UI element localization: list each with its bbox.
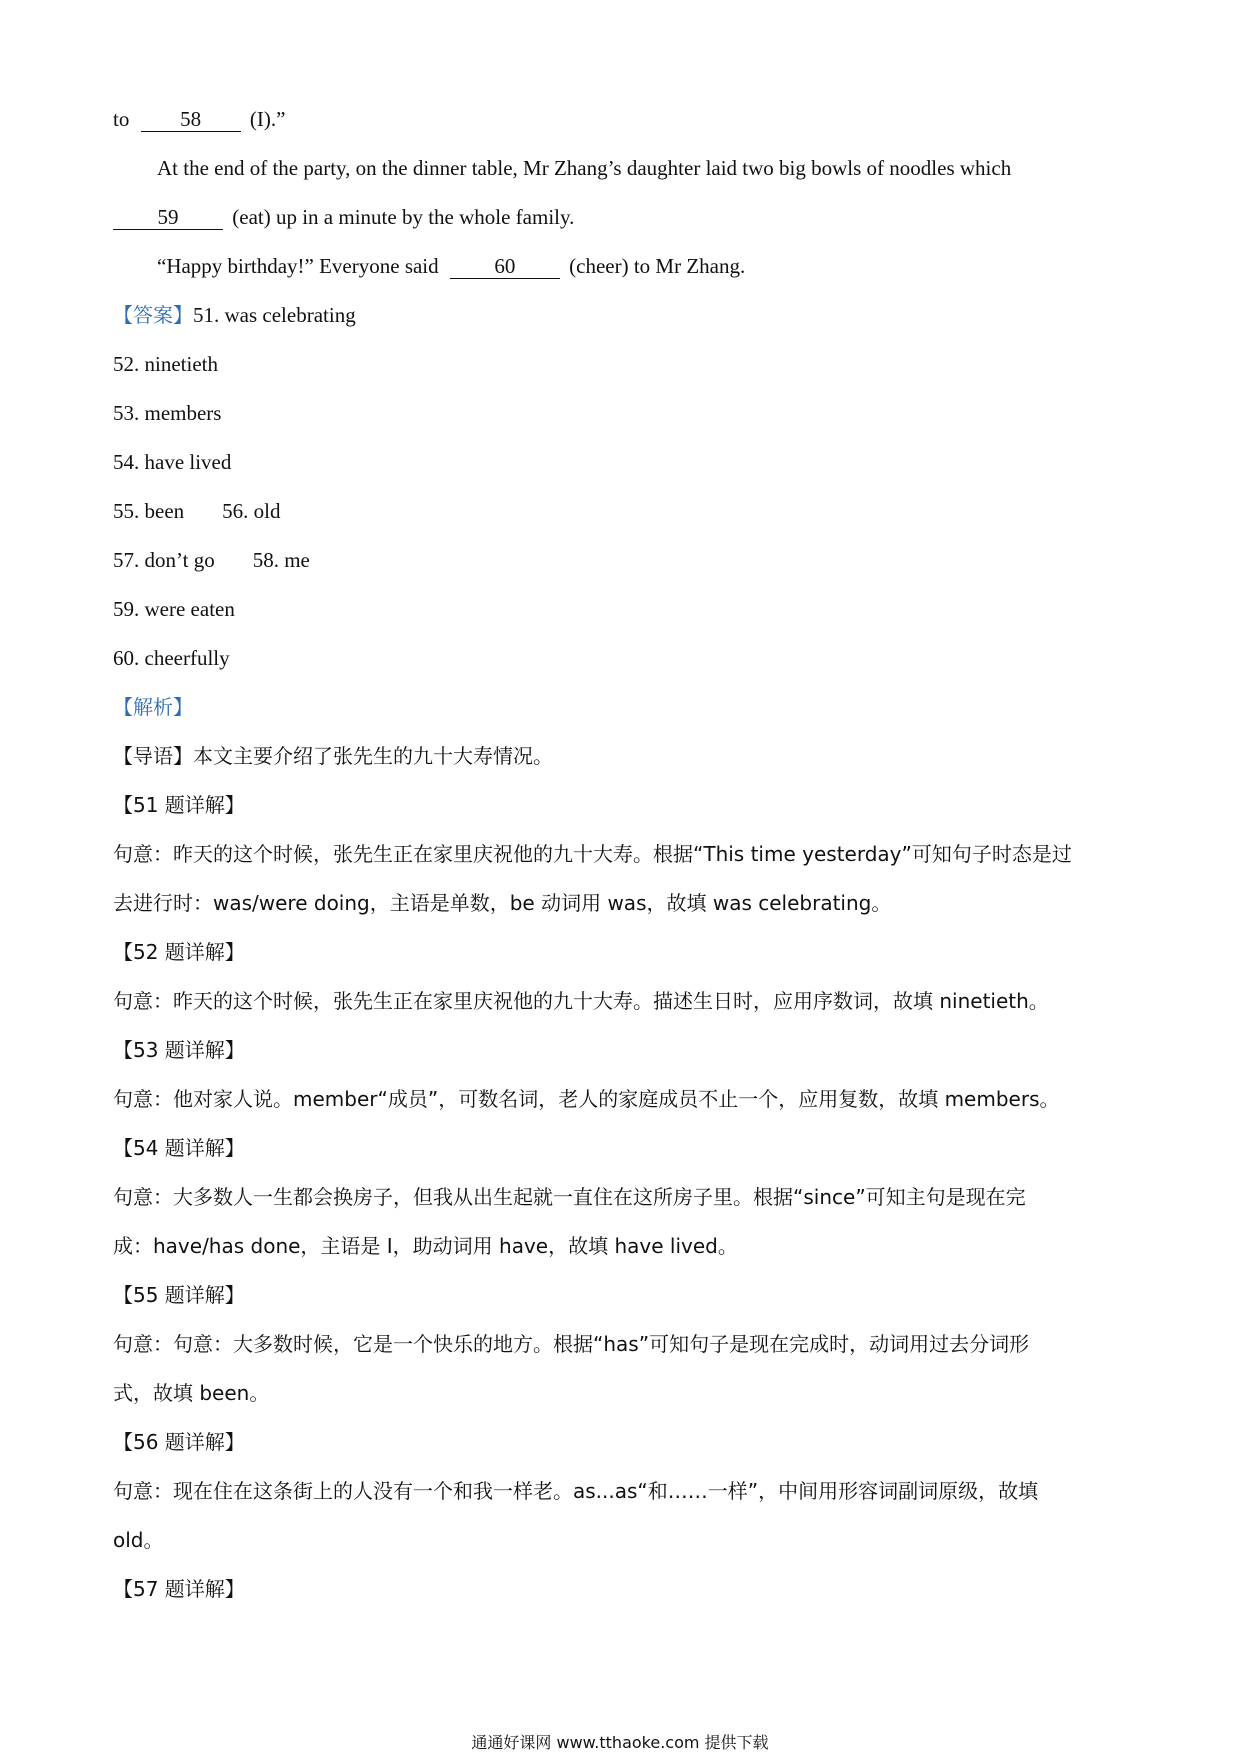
q54-explanation: 句意：大多数人一生都会换房子，但我从出生起就一直住在这所房子里。根据“since”可知主句是现在完 — [113, 1185, 1026, 1209]
q56-explanation: 句意：现在住在这条街上的人没有一个和我一样老。as...as“和……一样”，中间用形容词副词原级，故填 — [113, 1479, 1039, 1503]
answer-57: 57. don’t go — [113, 548, 215, 572]
blank-59: 59 — [113, 205, 223, 230]
answer-53: 53. members — [113, 401, 222, 425]
answer-52: 52. ninetieth — [113, 352, 218, 376]
analysis-intro: 【导语】本文主要介绍了张先生的九十大寿情况。 — [113, 744, 553, 768]
passage-text: (I).” — [249, 107, 286, 131]
q55-explanation: 式，故填 been。 — [113, 1381, 270, 1405]
q51-explanation: 去进行时：was/were doing，主语是单数，be 动词用 was，故填 was celebrating。 — [113, 891, 892, 915]
blank-60: 60 — [450, 254, 560, 279]
answer-tag: 【答案】 — [113, 303, 193, 327]
q51-explanation: 句意：昨天的这个时候，张先生正在家里庆祝他的九十大寿。根据“This time yesterday”可知句子时态是过 — [113, 842, 1072, 866]
answer-54: 54. have lived — [113, 450, 232, 474]
page-footer: 通通好课网 www.tthaoke.com 提供下载 — [471, 1733, 769, 1752]
answer-56: 56. old — [222, 499, 281, 523]
answer-55-56 — [113, 496, 281, 526]
answer-55: 55. been — [113, 499, 185, 523]
q52-explanation: 句意：昨天的这个时候，张先生正在家里庆祝他的九十大寿。描述生日时，应用序数词，故填 ninetieth。 — [113, 989, 1049, 1013]
answer-59: 59. were eaten — [113, 597, 235, 621]
q56-explanation: old。 — [113, 1528, 164, 1552]
q53-heading: 【53 题详解】 — [113, 1038, 245, 1062]
passage-line-58 — [113, 104, 285, 134]
blank-58: 58 — [141, 107, 241, 132]
q55-explanation: 句意：句意：大多数时候，它是一个快乐的地方。根据“has”可知句子是现在完成时，动词用过去分词形 — [113, 1332, 1030, 1356]
passage-text: (eat) up in a minute by the whole family. — [232, 205, 575, 229]
q56-heading: 【56 题详解】 — [113, 1430, 245, 1454]
passage-line-59 — [113, 202, 574, 232]
q53-explanation: 句意：他对家人说。member“成员”，可数名词，老人的家庭成员不止一个，应用复数，故填 members。 — [113, 1087, 1060, 1111]
q55-heading: 【55 题详解】 — [113, 1283, 245, 1307]
answer-60: 60. cheerfully — [113, 646, 230, 670]
passage-line: At the end of the party, on the dinner table, Mr Zhang’s daughter laid two big bowls of noodles which — [157, 156, 1012, 180]
answer-57-58 — [113, 545, 310, 575]
q57-heading: 【57 题详解】 — [113, 1577, 245, 1601]
q51-heading: 【51 题详解】 — [113, 793, 245, 817]
passage-text: “Happy birthday!” Everyone said — [157, 254, 439, 278]
answer-58: 58. me — [252, 548, 310, 572]
q54-explanation: 成：have/has done，主语是 I，助动词用 have，故填 have lived。 — [113, 1234, 738, 1258]
passage-line-60 — [157, 251, 745, 281]
q52-heading: 【52 题详解】 — [113, 940, 245, 964]
passage-text: (cheer) to Mr Zhang. — [569, 254, 746, 278]
passage-text: to — [113, 107, 130, 131]
q54-heading: 【54 题详解】 — [113, 1136, 245, 1160]
answer-51 — [113, 300, 356, 330]
analysis-tag: 【解析】 — [113, 695, 193, 719]
answer-text: 51. was celebrating — [193, 303, 356, 327]
